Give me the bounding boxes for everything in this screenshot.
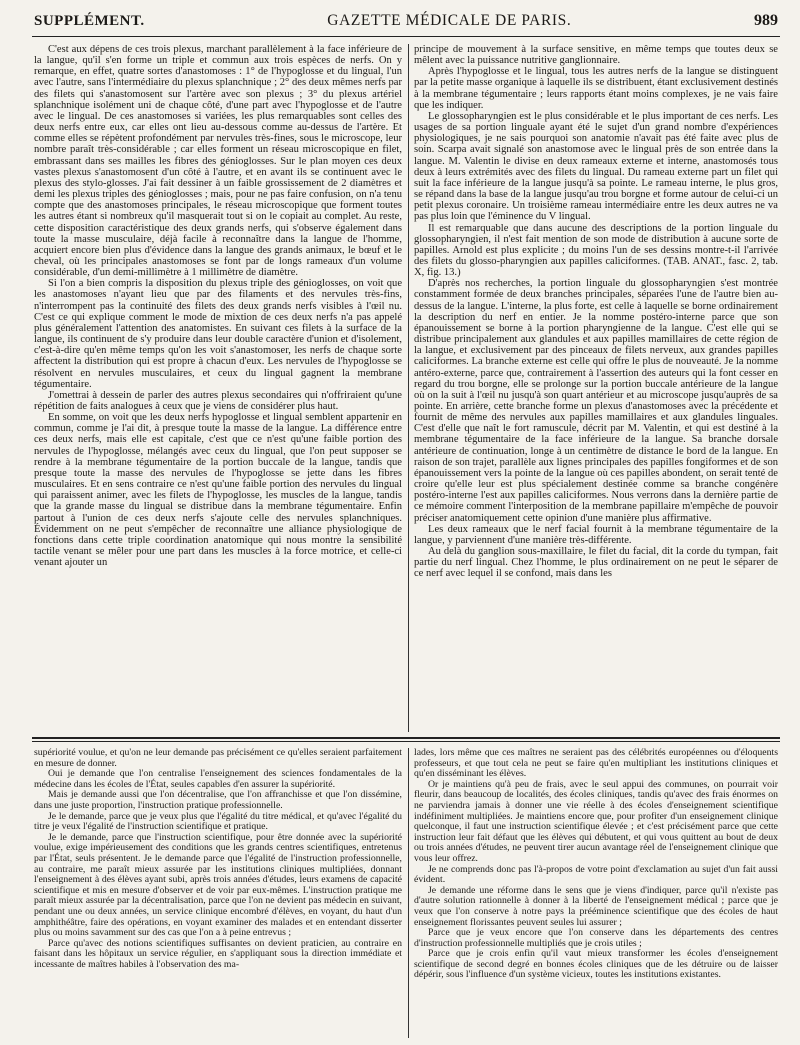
lower-left-column	[34, 748, 402, 1038]
paragraph: D'après nos recherches, la portion linguale du glossopharyngien s'est montrée constamment formée de deux branches principales, séparées l'une de l'autre bien au-dessus de la langue. L'interne, la plus forte, est celle à laquelle se borne ordinairement la description du nerf en entier. Je la nomme postéro-interne parce que son épanouissement se borne à la portion pharyngienne de la langue. C'est elle qui se distribue principalement aux glandules et aux papilles mamillaires de cette région de la langue, et exclusivement par des pinceaux de filets nerveux, aux grandes papilles caliciformes. La branche externe est celle qui offre le plus de nouveauté. Je la nomme antéro-externe, parce que, contrairement à l'assertion des auteurs qui la font cesser en regard du trou borgne, elle se prolonge sur la portion buccale antérieure de la langue où on la suit à l'œil nu jusqu'à son quart antérieur et au microscope jusqu'auprès de sa pointe. En arrière, cette branche forme un plexus d'anastomoses avec la précédente et fournit de même des nervules aux papilles mamillaires et aux glandules linguales. C'est d'elle que naît le fort ramuscule, décrit par M. Valentin, et qui est destiné à la membrane tégumentaire de la face inférieure de la langue. Sa branche dorsale antérieure de continuation, longe à un centimètre de distance le bord de la langue. En raison de son trajet, parallèle aux lignes principales des papilles fongiformes et de son épanouissement vers la pointe de la langue où ces papilles abondent, on serait tenté de croire qu'elle leur est plus spécialement destinée comme sa branche congénère postéro-interne l'est aux papilles caliciformes. Nous verrons dans la dernière partie de ce mémoire comment l'interposition de la membrane papillaire m'empêche de pouvoir préciser anatomiquement cette opinion d'une manière plus affirmative.	[414, 278, 778, 524]
paragraph: Au delà du ganglion sous-maxillaire, le filet du facial, dit la corde du tympan, fait partie du nerf lingual. Chez l'homme, le plus ordinairement on ne peut le séparer de ce nerf avec lequel il se confond, mais dans les	[414, 546, 778, 580]
paragraph: Si l'on a bien compris la disposition du plexus triple des génioglosses, on voit que les anastomoses n'ayant lieu que par des filaments et des nervules très-fins, n'interrompent pas la continuité des filets des deux grands nerfs visibles à l'œil nu. C'est ce qui explique comment le mode de mixtion de ces deux nerfs n'a pas appelé plus généralement l'attention des anatomistes. En suivant ces filets à la surface de la langue, ils continuent de s'y produire dans leur double caractère d'union et d'isolement, c'est-à-dire qu'en même temps qu'on les voit s'anastomoser, les nerfs de chaque sorte affectent la distribution qui est propre à chacun d'eux. Les nervules de l'hypoglosse se résolvent en nervules musculaires, et ceux du lingual gagnent la membrane tégumentaire.	[34, 278, 402, 390]
paragraph: Le glossopharyngien est le plus considérable et le plus important de ces nerfs. Les usages de sa portion linguale ayant été le sujet d'un grand nombre d'expériences physiologiques, je ne sais pourquoi son anatomie n'avait pas été faite avec plus de soin. Scarpa avait signalé son anastomose avec le lingual près de son entrée dans la langue. M. Valentin le divise en deux rameaux externe et interne, anastomosés tous deux à leurs extrémités avec des filets du lingual. Du rameau externe part un filet qui suit la face inférieure de la langue jusqu'à sa pointe. Le rameau interne, le plus gros, se répand dans la base de la langue jusqu'au trou borgne et forme autour de celui-ci un petit plexus coronaire. Un troisième rameau intermédiaire entre les deux autres ne va pas plus loin que l'éminence du V lingual.	[414, 110, 778, 223]
paragraph: C'est aux dépens de ces trois plexus, marchant parallèlement à la face inférieure de la langue, qu'il s'en forme un triple et commun aux trois espèces de nerfs. On y remarque, en effet, quatre sortes d'anastomoses : 1° de l'hypoglosse et du lingual, l'un avec l'autre, sans l'intermédiaire du plexus splanchnique ; 2° des deux mêmes nerfs par des filets qui s'anastomosent sur l'artère avec son plexus ; 3° du plexus artériel splanchnique isolément uni de chaque côté, d'une part avec l'hypoglosse et de l'autre avec le lingual. De ces anastomoses si variées, les plus remarquables sont celles des deux nerfs entre eux, car elles ont lieu au-dessous comme au-dessus de l'artère. Et comme elles se répètent profondément par nervules très-fines, sous le microscope, leur nombre paraît très-considérable ; car elles forment un réseau microscopique en filet, embrassant dans ses mailles les fibres des génioglosses. Sur le plan moyen ces deux vastes plexus s'anastomosent d'un côté à l'autre, et en avant ils se continuent avec le plexus des stylo-glosses. J'ai fait dessiner à un faible grossissement de 2 diamètres et demi les plexus triples des génioglosses ; mais, pour ne pas faire confusion, on n'a tenu compte que des anastomoses principales, le réseau microscopique que forment toutes les autres étant si nombreux qu'il masquerait tout si on le copiait au complet. Au reste, cette disposition caractéristique des deux grands nerfs, qui s'observe également dans toute la masse musculaire, déjà facile à reconnaître dans la langue de l'homme, acquiert encore bien plus d'évidence dans la langue des grands animaux, le bœuf et le cheval, où les principales anastomoses se font par de longs rameaux d'un volume considérable, d'un demi-millimètre à 1 millimètre de diamètre.	[34, 44, 402, 279]
lower-right-column	[414, 748, 778, 1038]
paragraph: Oui je demande que l'on centralise l'enseignement des sciences fondamentales de la médecine dans les écoles de l'État, seules capables d'en assurer la supériorité.	[34, 768, 402, 790]
paragraph: Je le demande, parce que l'instruction scientifique, pour être donnée avec la supériorité voulue, exige impérieusement des conditions que les grands centres scientifiques, entretenus par l'État, seuls présentent. Je le demande parce que l'égalité de l'instruction professionnelle, au contraire, me paraît mieux assurée par les institutions cliniques multipliées, donnant l'enseignement à des élèves ayant subi, après trois années d'études, leurs examens de capacité scientifique et mis en mesure d'observer et de voir par eux-mêmes. L'instruction pratique me paraît mieux assurée par la décentralisation, parce que l'on ne devient pas médecin en suivant, pendant une ou deux années, un service clinique encombré d'élèves, en voyant, du haut d'un amphithéâtre, faire des opérations, en voyant examiner des malades et en entendant disserter plus ou moins savamment sur des cas que l'on a à peine entrevus ;	[34, 831, 402, 939]
paragraph: J'omettrai à dessein de parler des autres plexus secondaires qui n'offriraient qu'une répétition de faits analogues à ceux que je viens de considérer plus haut.	[34, 389, 402, 412]
paragraph: principe de mouvement à la surface sensitive, en même temps que toutes deux se mêlent avec la puissance nutritive ganglionnaire.	[414, 44, 778, 67]
paragraph: Les deux rameaux que le nerf facial fournit à la membrane tégumentaire de la langue, y parviennent d'une manière très-différente.	[414, 523, 778, 546]
journal-title: GAZETTE MÉDICALE DE PARIS.	[327, 12, 572, 29]
paragraph: Après l'hypoglosse et le lingual, tous les autres nerfs de la langue se distinguent par la petite masse organique à laquelle ils se distribuent, étant exclusivement destinés à la membrane tégumentaire ; leurs rapports étant moins complexes, je ne vais faire que les indiquer.	[414, 66, 778, 111]
paragraph: Je ne comprends donc pas l'à-propos de votre point d'exclamation au sujet d'un fait aussi évident.	[414, 863, 778, 886]
paragraph: Parce que je veux encore que l'on conserve dans les départements des centres d'instruction professionnelle multipliés que je crois utiles ;	[414, 927, 778, 949]
paragraph: Il est remarquable que dans aucune des descriptions de la portion linguale du glossopharyngien, il n'est fait mention de son mode de distribution à aucune sorte de papilles. Arnold est plus explicite ; du moins l'un de ses dessins montre-t-il l'arrivée des filets du glosso-pharyngien aux papilles caliciformes. (TAB. ANAT., fasc. 2, tab. X, fig. 13.)	[414, 222, 778, 279]
paragraph: lades, lors même que ces maîtres ne seraient pas des célébrités européennes ou d'éloquents professeurs, et que tout cela ne peut se faire qu'en multipliant les institutions cliniques et qu'en disséminant les élèves.	[414, 748, 778, 780]
paragraph: Mais je demande aussi que l'on décentralise, que l'on affranchisse et que l'on dissémine, dans une juste proportion, l'instruction pratique professionnelle.	[34, 789, 402, 811]
upper-right-column	[414, 44, 778, 730]
paragraph: Je le demande, parce que je veux plus que l'égalité du titre médical, et qu'avec l'égalité du titre je veux l'égalité de l'instruction scientifique et pratique.	[34, 810, 402, 833]
paragraph: En somme, on voit que les deux nerfs hypoglosse et lingual semblent appartenir en commun, comme je l'ai dit, à presque toute la masse de la langue. La différence entre ces deux nerfs, mais elle est capitale, c'est que ce n'est qu'une faible portion des nervules de l'hypoglosse, mélangés avec ceux du lingual, que l'on peut supposer se rendre à la membrane tégumentaire de la portion buccale de la langue, tandis que presque toute la masse des nervules de l'hypoglosse se jette dans les fibres musculaires. Et en sens contraire ce n'est qu'une faible portion des nervules du lingual qui paraissent animer, avec les filets de l'hypoglosse, les muscles de la langue, tandis que la grande masse du lingual se distribue dans la membrane tégumentaire. Enfin partout à l'union de ces deux nerfs s'ajoute celle des nervules splanchniques. Évidemment on ne peut s'empêcher de reconnaître une alliance physiologique de fonctions dans cette triple coordination anatomique qui nous montre la sensibilité tactile venant se mêler pour une part dans les muscles à la force motrice, et celle-ci venant ajouter un	[34, 412, 402, 569]
paragraph: Or je maintiens qu'à peu de frais, avec le seul appui des communes, on pourrait voir fleurir, dans beaucoup de localités, des écoles cliniques, tandis qu'avec des frais énormes on ne parviendra jamais à donner une vie réelle à des écoles d'enseignement scientifique indéfiniment multipliées. Je maintiens encore que, pour profiter d'un enseignement clinique quelconque, il faut une instruction scientifique élevée ; et c'est précisément parce que cette instruction leur fait défaut que les élèves qui débutent, et qui vous quittent au bout de deux ou trois années d'études, ne peuvent tirer aucun avantage réel de l'enseignement clinique que vous leur offrez.	[414, 778, 778, 864]
paragraph: Parce qu'avec des notions scientifiques suffisantes on devient praticien, au contraire en faisant dans les hôpitaux un service régulier, en s'appliquant sous la direction immédiate et incessante de maîtres habiles à l'observation des ma-	[34, 937, 402, 970]
upper-left-column	[34, 44, 402, 730]
page-header	[34, 12, 778, 34]
section-rule-thin	[32, 741, 780, 742]
paragraph: Je demande une réforme dans le sens que je viens d'indiquer, parce qu'il n'existe pas d'autre solution rationnelle à donner à la liberté de l'enseignement médical ; parce que je veux que l'on conserve à notre pays la prééminence scientifique que des écoles de haut enseignement florissantes peuvent seules lui assurer ;	[414, 884, 778, 928]
page-number: 989	[753, 12, 778, 29]
column-divider-lower	[408, 748, 409, 1038]
section-rule	[32, 737, 780, 739]
paragraph: Parce que je crois enfin qu'il vaut mieux transformer les écoles d'enseignement scientifique de second degré en bonnes écoles cliniques que de les détruire ou de laisser dépérir, sous l'influence d'un système vicieux, toutes les institutions existantes.	[414, 948, 778, 981]
column-divider	[408, 44, 409, 732]
paragraph: supériorité voulue, et qu'on ne leur demande pas précisément ce qu'elles seraient parfaitement en mesure de donner.	[34, 748, 402, 769]
supplement-label: SUPPLÉMENT.	[34, 13, 145, 29]
header-rule	[32, 36, 780, 37]
